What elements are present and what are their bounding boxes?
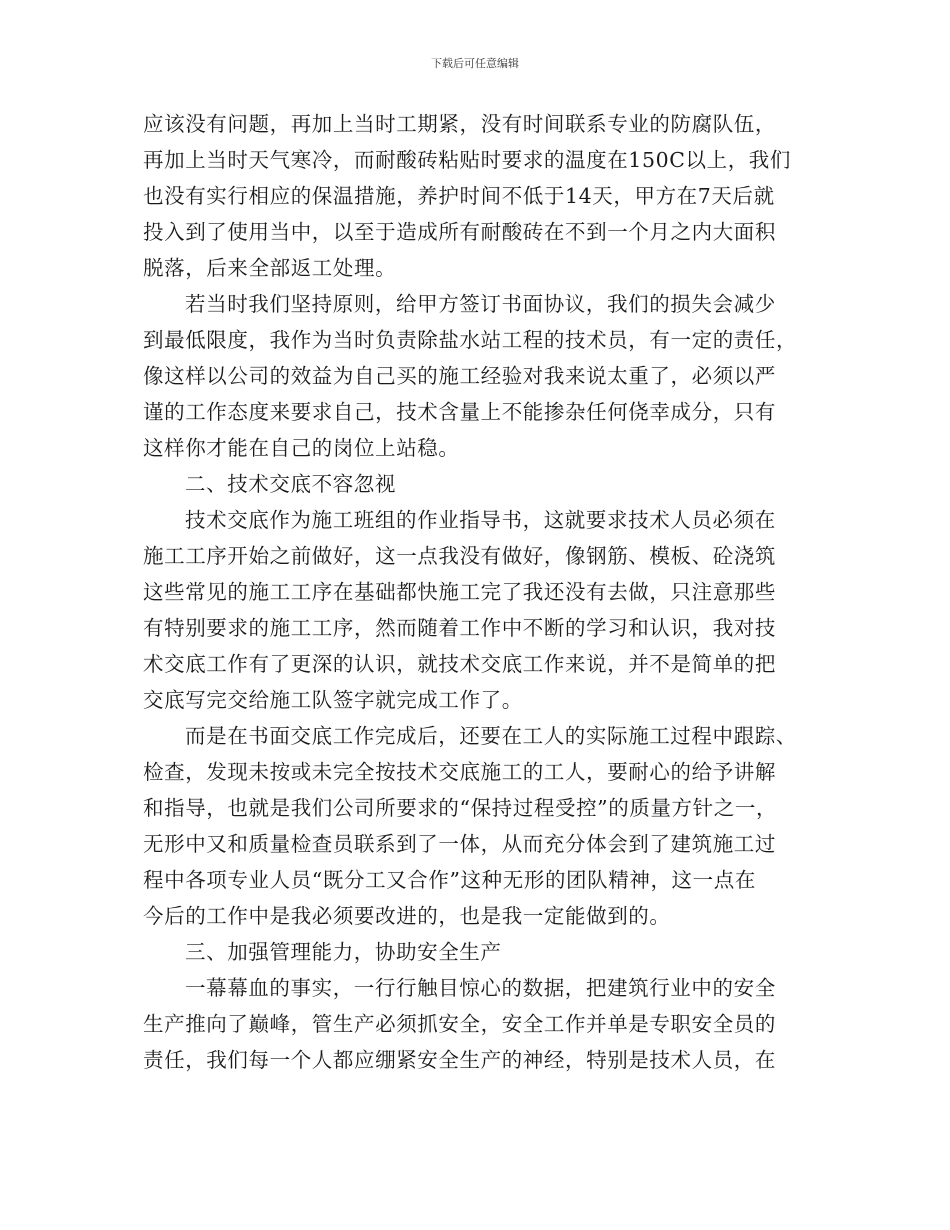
text-line: 责任，我们每一个人都应绷紧安全生产的神经，特别是技术人员，在 (143, 1048, 776, 1072)
paragraph-start: 若当时我们坚持原则，给甲方签订书面协议，我们的损失会减少 (185, 292, 776, 316)
text-line: 交底写完交给施工队签字就完成工作了。 (143, 688, 523, 712)
text-line: 有特别要求的施工工序，然而随着工作中不断的学习和认识，我对技 (143, 616, 776, 640)
text-line: 应该没有问题，再加上当时工期紧，没有时间联系专业的防腐队伍， (143, 112, 776, 136)
paragraph-start: 而是在书面交底工作完成后，还要在工人的实际施工过程中跟踪、 (185, 724, 797, 748)
page-header-note: 下载后可任意编辑 (431, 57, 519, 70)
text-line: 这样你才能在自己的岗位上站稳。 (143, 436, 460, 460)
text-line: 施工工序开始之前做好，这一点我没有做好，像钢筋、模板、砼浇筑 (143, 544, 776, 568)
text-line: 到最低限度，我作为当时负责除盐水站工程的技术员，有一定的责任， (143, 328, 798, 352)
document-body (143, 106, 813, 1078)
text-line: 无形中又和质量检查员联系到了一体，从而充分体会到了建筑施工过 (143, 832, 776, 856)
text-line: 术交底工作有了更深的认识，就技术交底工作来说，并不是简单的把 (143, 652, 776, 676)
text-line: 投入到了使用当中，以至于造成所有耐酸砖在不到一个月之内大面积 (143, 220, 776, 244)
text-line: 谨的工作态度来要求自己，技术含量上不能掺杂任何侥幸成分，只有 (143, 400, 776, 424)
text-line: 像这样以公司的效益为自己买的施工经验对我来说太重了，必须以严 (143, 364, 776, 388)
section-heading-3: 三、加强管理能力，协助安全生产 (185, 940, 502, 964)
text-line: 今后的工作中是我必须要改进的，也是我一定能做到的。 (143, 904, 671, 928)
paragraph-start: 一幕幕血的事实，一行行触目惊心的数据，把建筑行业中的安全 (185, 976, 776, 1000)
text-line: 也没有实行相应的保温措施，养护时间不低于14天，甲方在7天后就 (143, 184, 775, 208)
text-line: 这些常见的施工工序在基础都快施工完了我还没有去做，只注意那些 (143, 580, 776, 604)
paragraph-start: 技术交底作为施工班组的作业指导书，这就要求技术人员必须在 (185, 508, 776, 532)
text-line: 再加上当时天气寒冷，而耐酸砖粘贴时要求的温度在150C以上，我们 (143, 148, 792, 172)
text-line: 生产推向了巅峰，管生产必须抓安全，安全工作并单是专职安全员的 (143, 1012, 776, 1036)
text-line: 和指导，也就是我们公司所要求的“保持过程受控”的质量方针之一， (143, 796, 778, 820)
text-line: 脱落，后来全部返工处理。 (143, 256, 397, 280)
text-line: 检查，发现未按或未完全按技术交底施工的工人，要耐心的给予讲解 (143, 760, 776, 784)
section-heading-2: 二、技术交底不容忽视 (185, 472, 396, 496)
text-line: 程中各项专业人员“既分工又合作”这种无形的团队精神，这一点在 (143, 868, 756, 892)
